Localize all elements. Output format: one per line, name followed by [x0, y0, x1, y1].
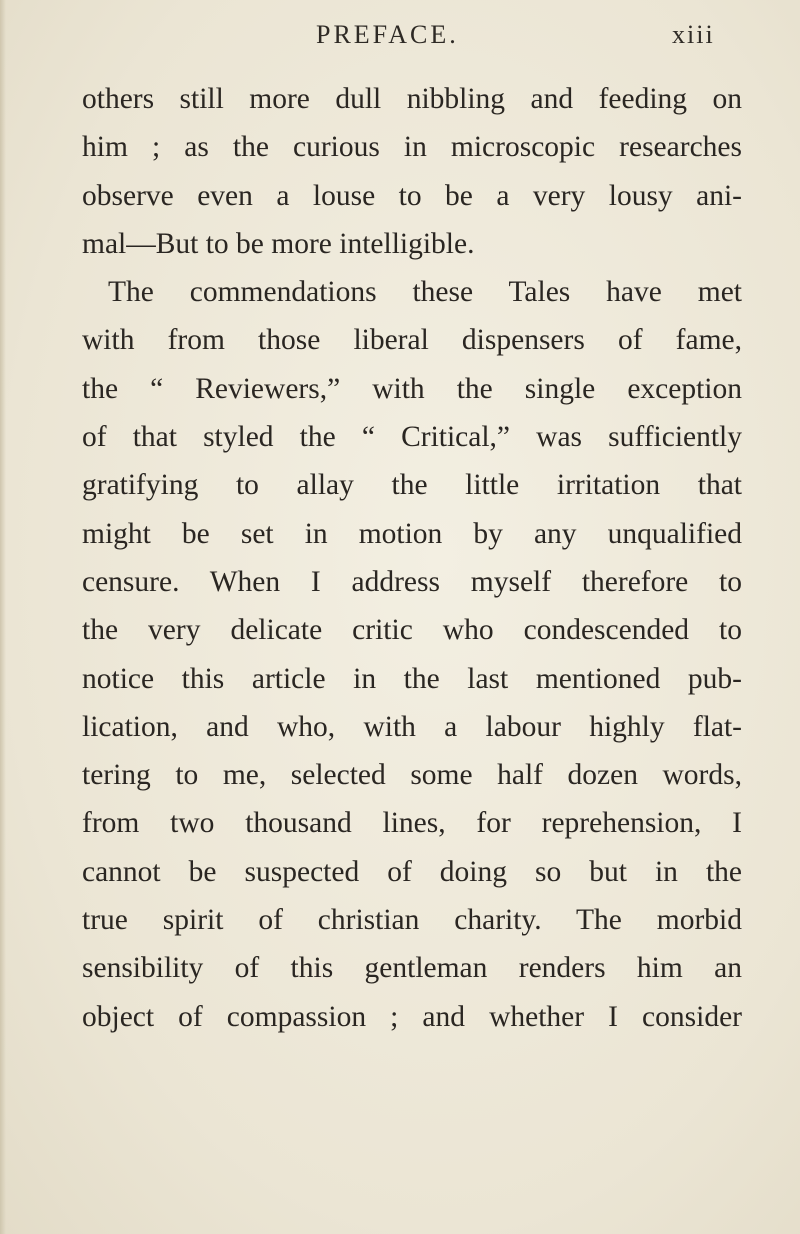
text-line: might be set in motion by any unqualified — [82, 517, 742, 550]
text-line: the very delicate critic who condescended to — [82, 614, 742, 647]
text-line: lication, and who, with a labour highly flat- — [82, 710, 742, 743]
paragraph-start-line: The commendations these Tales have met — [108, 276, 742, 309]
text-line: tering to me, selected some half dozen words, — [82, 759, 742, 792]
text-line: object of compassion ; and whether I consider — [82, 1000, 742, 1033]
text-line: from two thousand lines, for reprehension, I — [82, 807, 742, 840]
text-line: observe even a louse to be a very lousy ani- — [82, 179, 742, 212]
running-head — [80, 18, 780, 58]
text-line: others still more dull nibbling and feeding on — [82, 83, 742, 115]
text-line: him ; as the curious in microscopic researches — [82, 131, 742, 164]
text-line: censure. When I address myself therefore to — [82, 565, 742, 598]
page-edge-shadow — [0, 0, 6, 1234]
text-line: of that styled the “ Critical,” was sufficiently — [82, 421, 742, 454]
text-line: with from those liberal dispensers of fame, — [82, 324, 742, 357]
text-line: sensibility of this gentleman renders him an — [82, 952, 742, 985]
text-line: cannot be suspected of doing so but in the — [82, 855, 742, 888]
running-title: PREFACE. — [316, 20, 459, 49]
page-number: xiii — [672, 20, 715, 49]
text-line: true spirit of christian charity. The morbid — [82, 904, 742, 937]
text-line: gratifying to allay the little irritation that — [82, 469, 742, 502]
text-line: the “ Reviewers,” with the single exception — [82, 372, 742, 405]
text-line: mal—But to be more intelligible. — [82, 227, 475, 260]
body-text — [82, 75, 742, 1041]
text-line: notice this article in the last mentioned pub- — [82, 662, 742, 695]
